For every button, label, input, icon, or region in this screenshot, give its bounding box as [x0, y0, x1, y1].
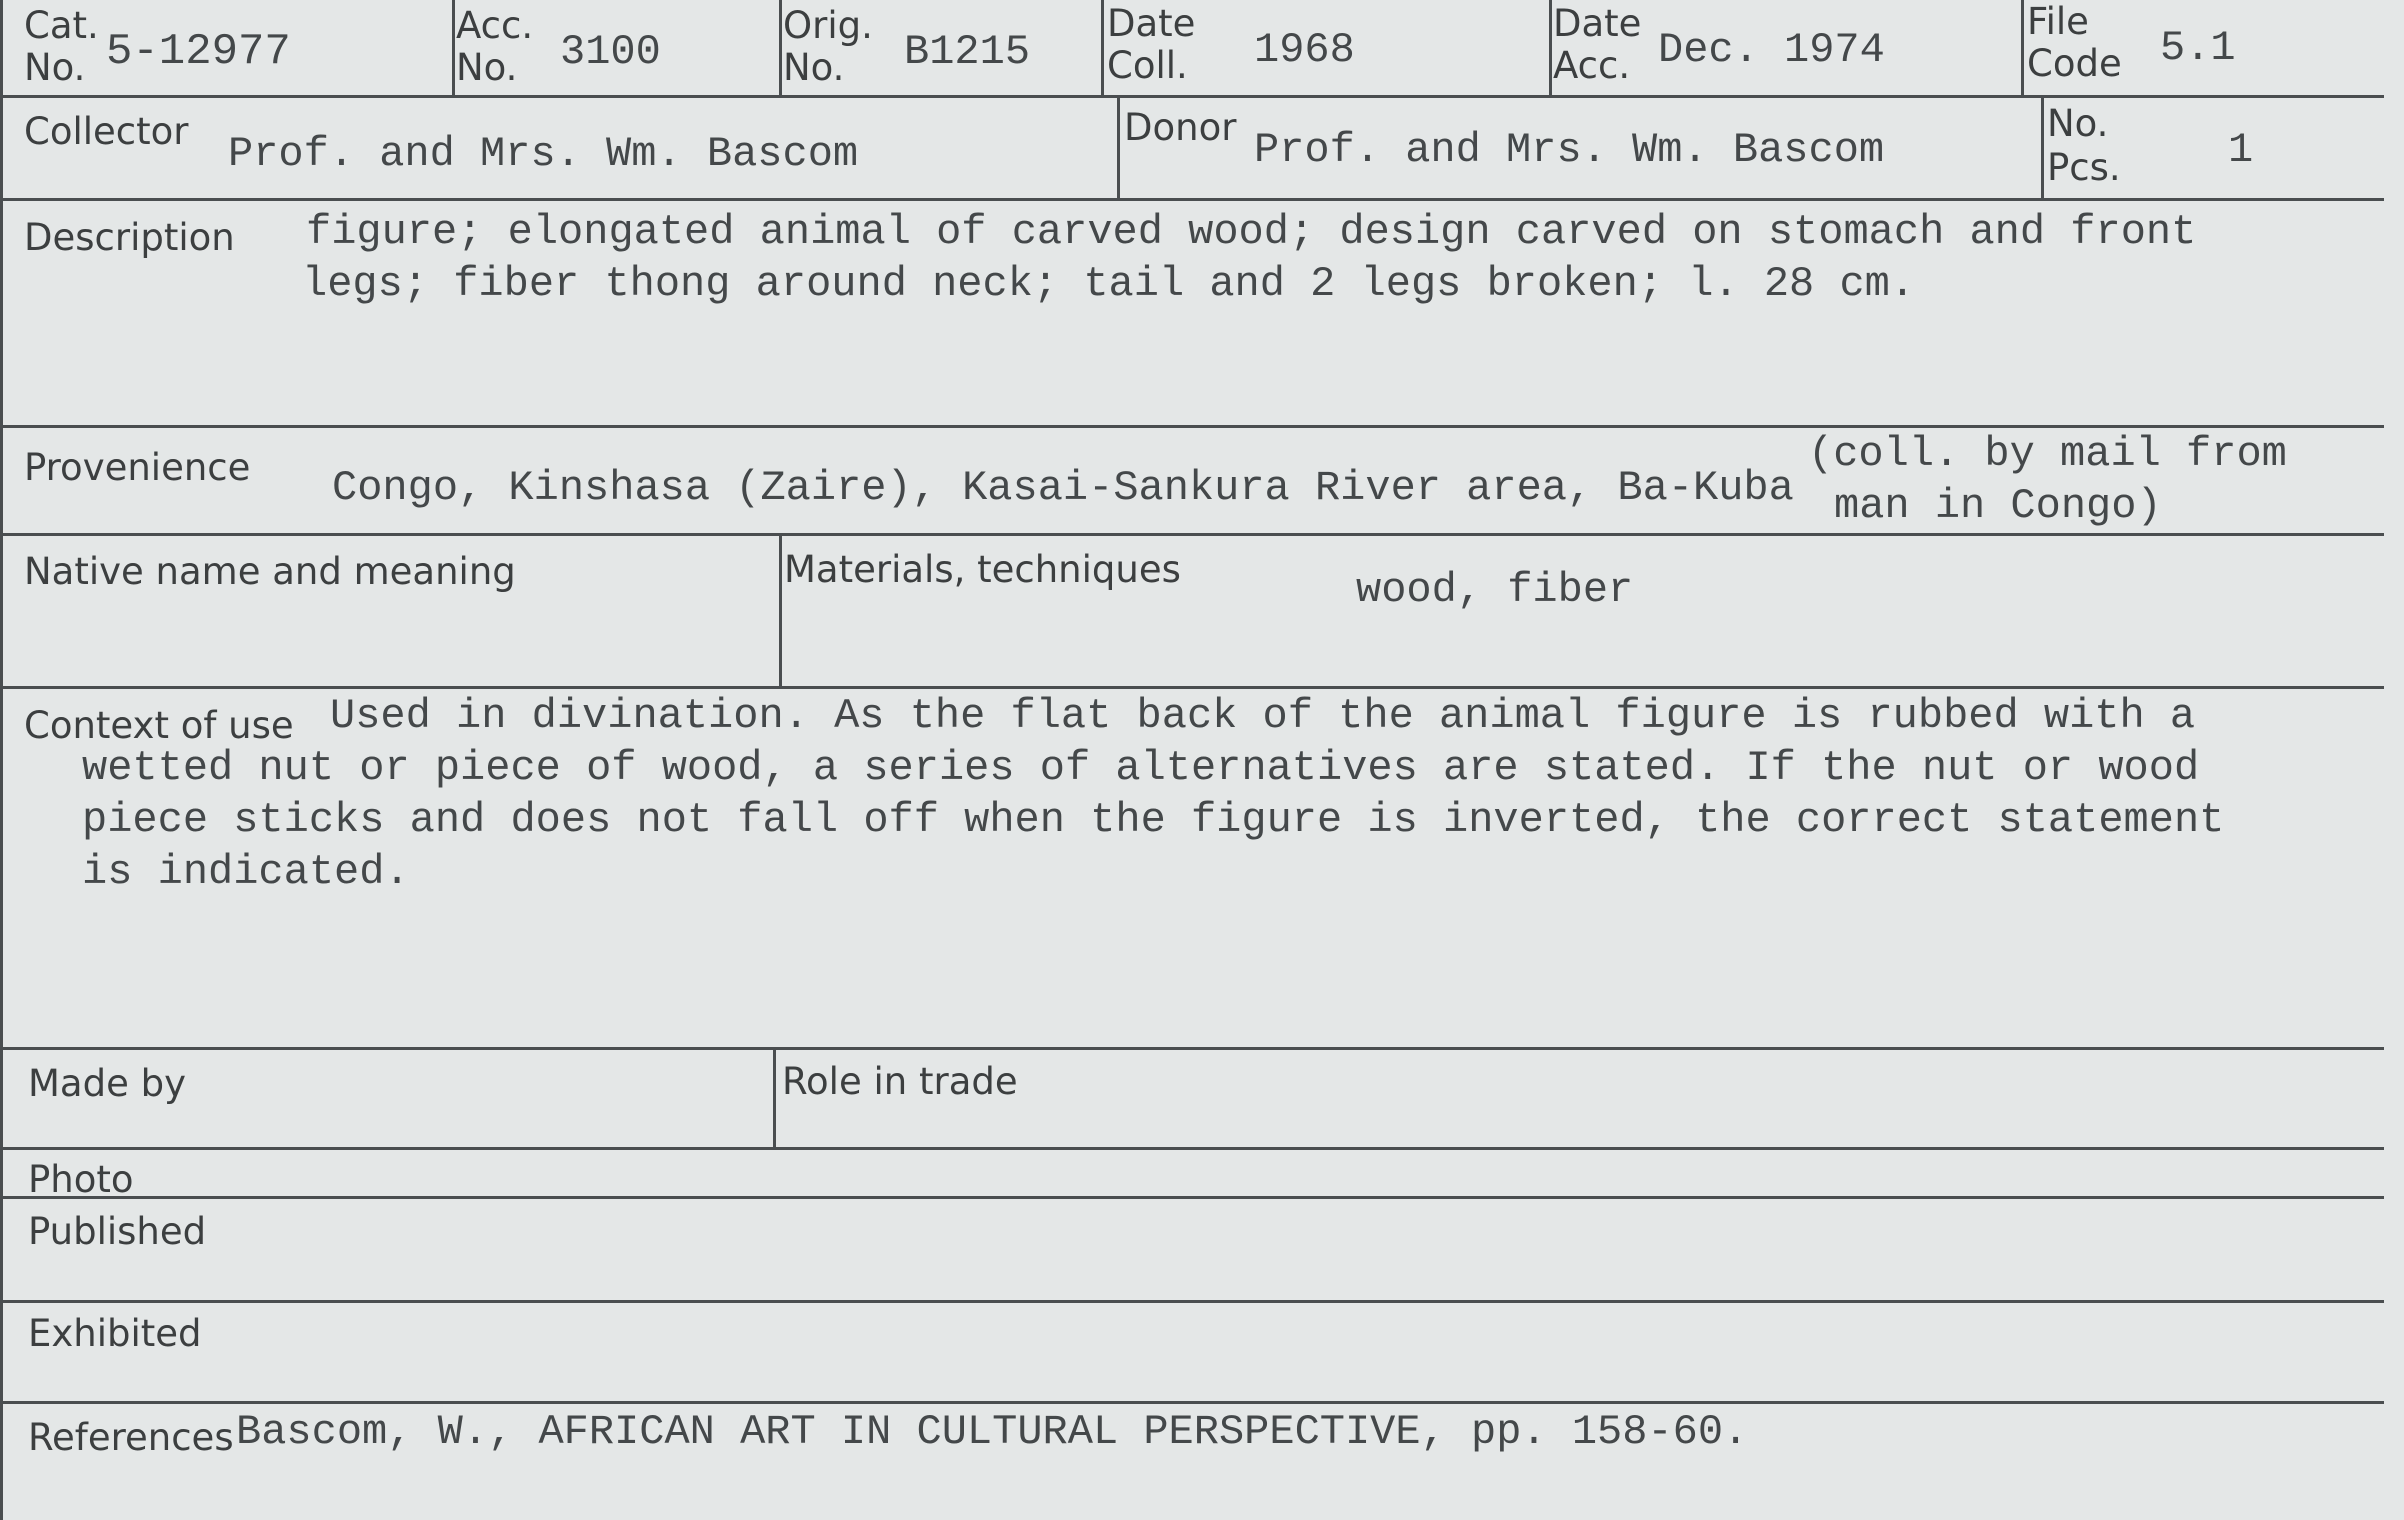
file-code-label-top: File [2027, 0, 2089, 43]
references-value: Bascom, W., AFRICAN ART IN CULTURAL PERSPECTIVE, pp. 158-60. [236, 1408, 1749, 1456]
provenience-note-line-1: (coll. by mail from [1808, 430, 2287, 478]
context-line-3: piece sticks and does not fall off when the figure is inverted, the correct statement [82, 796, 2225, 844]
made-by-label: Made by [28, 1062, 186, 1105]
provenience-value: Congo, Kinshasa (Zaire), Kasai-Sankura River area, Ba-Kuba [332, 464, 1794, 512]
acc-no-label-top: Acc. [456, 4, 534, 47]
rule-collector-donor-sep [1117, 96, 1120, 199]
file-code-label-bottom: Code [2027, 42, 2122, 85]
date-acc-label-top: Date [1553, 2, 1642, 45]
date-acc-label-bottom: Acc. [1553, 44, 1631, 87]
rule-provenience-bottom [0, 533, 2384, 536]
date-acc-value: Dec. 1974 [1658, 26, 1885, 74]
rule-native-bottom [0, 686, 2384, 689]
description-line-2: legs; fiber thong around neck; tail and 2 legs broken; l. 28 cm. [302, 260, 1916, 308]
orig-no-value: B1215 [904, 28, 1031, 76]
pieces-label-bottom: Pcs. [2047, 146, 2121, 189]
rule-exhibited-bottom [0, 1401, 2384, 1404]
file-code-value: 5.1 [2160, 24, 2236, 72]
date-coll-label-top: Date [1107, 2, 1196, 45]
collector-value: Prof. and Mrs. Wm. Bascom [228, 130, 859, 178]
context-line-2: wetted nut or piece of wood, a series of alternatives are stated. If the nut or wood [82, 744, 2200, 792]
rule-madeby-role-sep [773, 1048, 776, 1148]
rule-collector-bottom [0, 198, 2384, 201]
cat-no-label-bottom: No. [24, 46, 86, 89]
pieces-value: 1 [2228, 126, 2254, 174]
rule-header-sep-4 [1549, 0, 1552, 96]
references-label: References [28, 1416, 234, 1459]
cat-no-value: 5-12977 [106, 27, 291, 77]
date-coll-value: 1968 [1254, 26, 1355, 74]
date-coll-label-bottom: Coll. [1107, 44, 1188, 87]
collector-label: Collector [24, 110, 189, 153]
rule-header-sep-3 [1101, 0, 1104, 96]
role-in-trade-label: Role in trade [782, 1060, 1018, 1103]
rule-left-edge [0, 0, 3, 1520]
description-label: Description [24, 216, 235, 259]
cat-no-label-top: Cat. [24, 4, 99, 47]
donor-label: Donor [1124, 106, 1237, 149]
context-line-1: Used in divination. As the flat back of the animal figure is rubbed with a [330, 692, 2196, 740]
rule-donor-pieces-sep [2041, 96, 2044, 199]
rule-context-bottom [0, 1047, 2384, 1050]
acc-no-value: 3100 [560, 28, 661, 76]
rule-published-bottom [0, 1300, 2384, 1303]
rule-header-bottom [0, 95, 2384, 98]
orig-no-label-bottom: No. [783, 46, 845, 89]
orig-no-label-top: Orig. [783, 4, 873, 47]
donor-value: Prof. and Mrs. Wm. Bascom [1254, 126, 1885, 174]
acc-no-label-bottom: No. [456, 46, 518, 89]
rule-native-materials-sep [779, 534, 782, 687]
published-label: Published [28, 1210, 207, 1253]
description-line-1: figure; elongated animal of carved wood; design carved on stomach and front [306, 208, 2197, 256]
provenience-label: Provenience [24, 446, 251, 489]
provenience-note-line-2: man in Congo) [1834, 482, 2162, 530]
exhibited-label: Exhibited [28, 1312, 202, 1355]
rule-header-sep-1 [452, 0, 455, 96]
context-label: Context of use [24, 704, 294, 747]
rule-header-sep-5 [2021, 0, 2024, 96]
materials-value: wood, fiber [1356, 566, 1634, 614]
context-line-4: is indicated. [82, 848, 410, 896]
rule-photo-bottom [0, 1196, 2384, 1199]
photo-label: Photo [28, 1158, 134, 1201]
pieces-label-top: No. [2047, 102, 2109, 145]
materials-label: Materials, techniques [784, 548, 1181, 591]
rule-madeby-bottom [0, 1147, 2384, 1150]
native-name-label: Native name and meaning [24, 550, 516, 593]
rule-header-sep-2 [779, 0, 782, 96]
